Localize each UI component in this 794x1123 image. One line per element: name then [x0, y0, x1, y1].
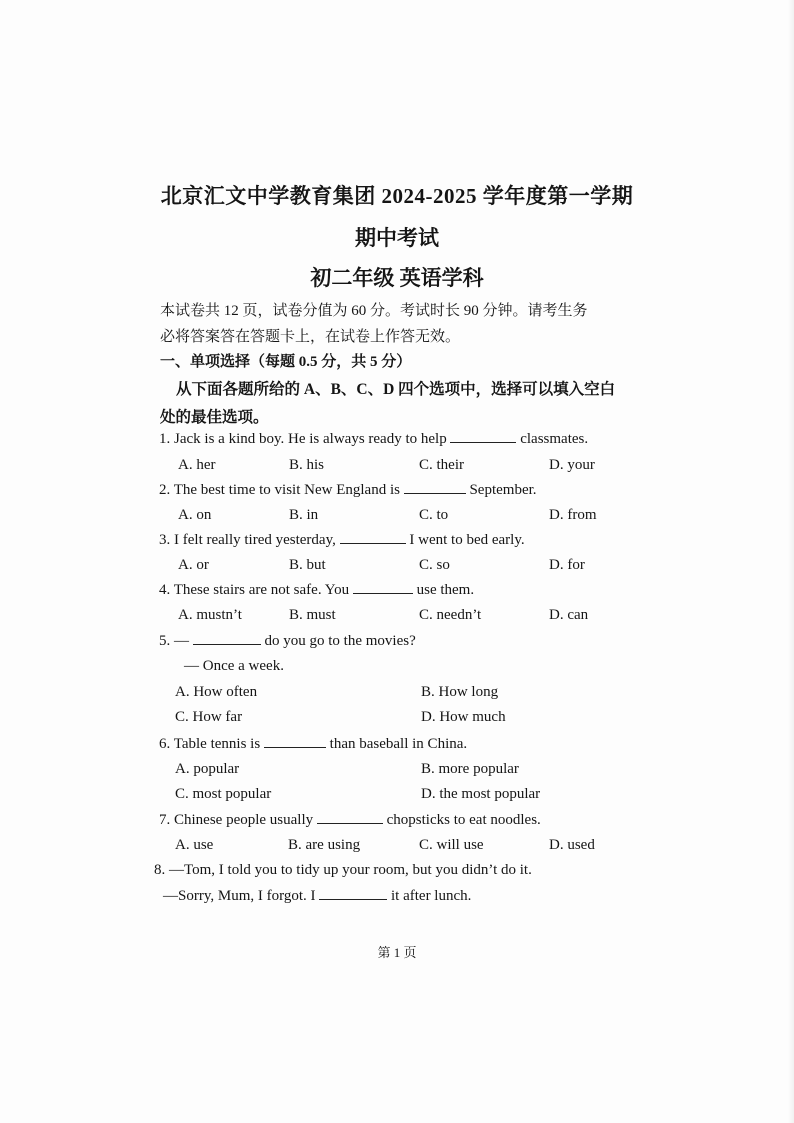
question-4-text-end: use them. — [412, 582, 475, 598]
question-5-reply: — Once a week. — [184, 658, 284, 674]
question-4-text: 4. These stairs are not safe. You — [159, 582, 353, 598]
question-4-option-d: D. can — [549, 607, 589, 623]
question-6-option-a: A. popular — [175, 761, 240, 777]
question-6-option-b: B. more popular — [421, 761, 519, 777]
question-2-text: 2. The best time to visit New England is — [159, 482, 404, 498]
question-4-stem — [159, 581, 474, 599]
question-2-option-b: B. in — [289, 507, 319, 523]
question-5-option-d: D. How much — [421, 709, 506, 725]
question-3-stem — [159, 531, 525, 549]
question-7-option-a: A. use — [175, 837, 214, 853]
question-5-text: 5. — — [159, 633, 193, 649]
answer-blank — [317, 811, 383, 824]
question-1-option-b: B. his — [289, 457, 325, 473]
question-3-text: 3. I felt really tired yesterday, — [159, 532, 340, 548]
question-8-reply-text: —Sorry, Mum, I forgot. I — [163, 888, 320, 904]
question-1-option-c: C. their — [419, 457, 464, 473]
question-5-text-end: do you go to the movies? — [260, 633, 416, 649]
answer-blank — [404, 481, 466, 494]
scan-edge-shadow — [788, 0, 794, 1123]
question-7-stem — [159, 811, 541, 829]
question-7-option-c: C. will use — [419, 837, 484, 853]
question-5-option-a: A. How often — [175, 684, 258, 700]
question-3-option-b: B. but — [289, 557, 326, 573]
exam-grade-subject: 初二年级 英语学科 — [310, 266, 484, 290]
question-6-option-d: D. the most popular — [421, 786, 541, 802]
question-7-text-end: chopsticks to eat noodles. — [382, 812, 541, 828]
answer-blank — [450, 430, 516, 443]
question-3-option-a: A. or — [178, 557, 209, 573]
question-1-option-a: A. her — [178, 457, 216, 473]
answer-blank — [193, 632, 261, 645]
question-7-option-d: D. used — [549, 837, 595, 853]
question-8-stem: 8. —Tom, I told you to tidy up your room, but you didn’t do it. — [154, 862, 532, 878]
section-title: 一、单项选择（每题 0.5 分，共 5 分） — [160, 354, 412, 370]
exam-subtitle: 期中考试 — [355, 226, 439, 250]
question-2-option-c: C. to — [419, 507, 449, 523]
answer-blank — [340, 531, 406, 544]
question-5-stem — [159, 632, 416, 650]
question-6-option-c: C. most popular — [175, 786, 272, 802]
exam-notice — [160, 298, 620, 350]
section-instruction: 从下面各题所给的 A、B、C、D 四个选项中，选择可以填入空白处的最佳选项。 — [160, 381, 616, 426]
page-number: 第 1 页 — [377, 945, 417, 960]
question-2-stem — [159, 481, 537, 499]
question-8-reply-text-end: it after lunch. — [387, 888, 472, 904]
answer-blank — [353, 581, 413, 594]
question-6-text: 6. Table tennis is — [159, 736, 264, 752]
question-6-stem — [159, 735, 467, 753]
question-5-option-c: C. How far — [175, 709, 243, 725]
question-3-option-d: D. for — [549, 557, 585, 573]
question-4-option-a: A. mustn’t — [178, 607, 242, 623]
answer-blank — [319, 887, 387, 900]
question-2-option-a: A. on — [178, 507, 212, 523]
question-7-option-b: B. are using — [288, 837, 361, 853]
notice-line-2: 必将答案答在答题卡上，在试卷上作答无效。 — [160, 329, 461, 345]
question-4-option-b: B. must — [289, 607, 336, 623]
question-1-option-d: D. your — [549, 457, 595, 473]
question-3-option-c: C. so — [419, 557, 450, 573]
question-1-stem — [159, 430, 588, 448]
question-2-text-end: September. — [465, 482, 537, 498]
exam-title: 北京汇文中学教育集团 2024-2025 学年度第一学期 — [160, 184, 634, 208]
question-8-reply — [163, 887, 471, 905]
question-1-text: 1. Jack is a kind boy. He is always ready to help — [159, 431, 451, 447]
question-2-option-d: D. from — [549, 507, 597, 523]
question-5-option-b: B. How long — [421, 684, 499, 700]
question-3-text-end: I went to bed early. — [405, 532, 525, 548]
answer-blank — [264, 735, 326, 748]
question-7-text: 7. Chinese people usually — [159, 812, 317, 828]
question-1-text-end: classmates. — [516, 431, 589, 447]
question-6-text-end: than baseball in China. — [325, 736, 468, 752]
question-4-option-c: C. needn’t — [419, 607, 482, 623]
notice-line-1: 本试卷共 12 页，试卷分值为 60 分。考试时长 90 分钟。请考生务 — [160, 303, 588, 319]
